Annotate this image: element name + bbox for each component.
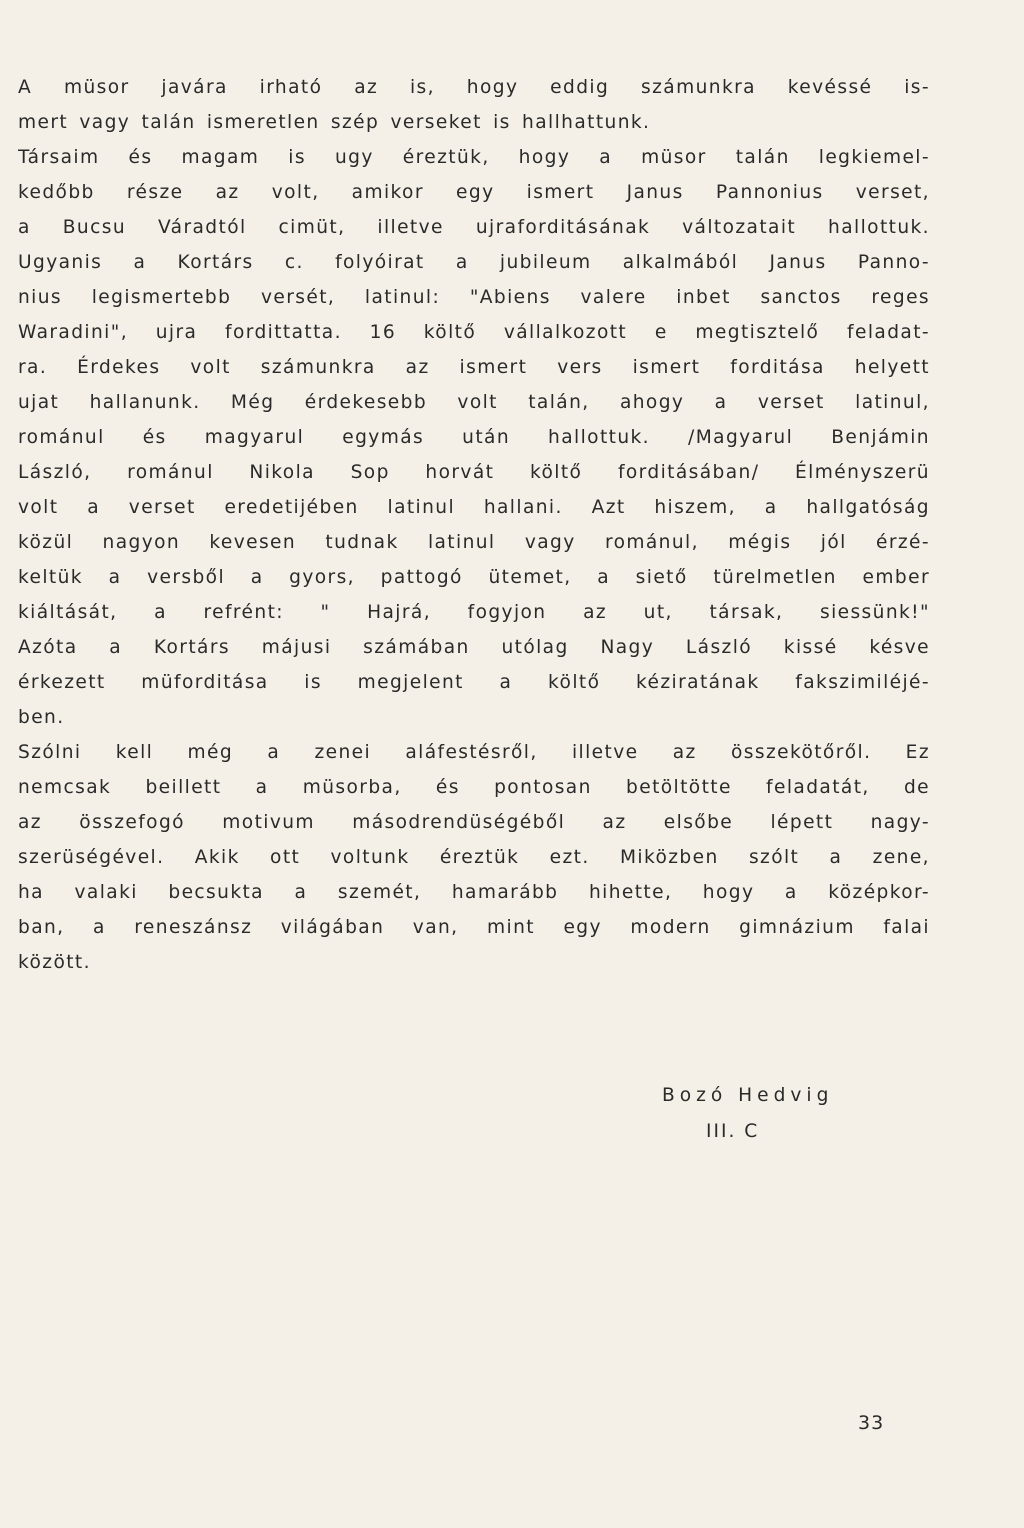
text-line: az összefogó motivum másodrendüségéből az elsőbe lépett nagy- (18, 812, 930, 833)
page-number: 33 (858, 1412, 885, 1434)
text-line: nius legismertebb versét, latinul: "Abiens valere inbet sanctos reges (18, 287, 930, 308)
text-line: szerüségével. Akik ott voltunk éreztük ezt. Miközben szólt a zene, (18, 847, 930, 868)
text-line: a Bucsu Váradtól cimüt, illetve ujraforditásának változatait hallottuk. (18, 217, 930, 238)
text-line: románul és magyarul egymás után hallottuk. /Magyarul Benjámin (18, 427, 930, 448)
text-line: mert vagy talán ismeretlen szép verseket is hallhattunk. (18, 112, 651, 133)
author-class: III. C (706, 1121, 760, 1142)
text-line: Szólni kell még a zenei aláfestésről, illetve az összekötőről. Ez (18, 742, 930, 763)
text-line: keltük a versből a gyors, pattogó ütemet, a siető türelmetlen ember (18, 567, 930, 588)
author-name: Bozó Hedvig (662, 1085, 834, 1106)
text-line: érkezett müforditása is megjelent a költő kéziratának fakszimiléjé- (18, 672, 930, 693)
text-line: Waradini", ujra fordittatta. 16 költő vállalkozott e megtisztelő feladat- (18, 322, 930, 343)
text-line: közül nagyon kevesen tudnak latinul vagy románul, mégis jól érzé- (18, 532, 930, 553)
text-line: volt a verset eredetijében latinul hallani. Azt hiszem, a hallgatóság (18, 497, 930, 518)
signature-block (640, 1080, 900, 1148)
text-line: ban, a reneszánsz világában van, mint egy modern gimnázium falai (18, 917, 930, 938)
text-line: ujat hallanunk. Még érdekesebb volt talán, ahogy a verset latinul, (18, 392, 930, 413)
text-line: László, románul Nikola Sop horvát költő forditásában/ Élményszerü (18, 462, 930, 483)
text-line: Ugyanis a Kortárs c. folyóirat a jubileum alkalmából Janus Panno- (18, 252, 930, 273)
text-line: kiáltását, a refrént: " Hajrá, fogyjon az ut, társak, siessünk!" (18, 602, 930, 623)
body-text (18, 70, 930, 980)
text-line: ra. Érdekes volt számunkra az ismert vers ismert forditása helyett (18, 357, 930, 378)
text-line: ha valaki becsukta a szemét, hamarább hihette, hogy a középkor- (18, 882, 930, 903)
text-line: A müsor javára irható az is, hogy eddig számunkra kevéssé is- (18, 77, 930, 98)
text-line: ben. (18, 707, 65, 728)
text-line: Azóta a Kortárs májusi számában utólag Nagy László kissé késve (18, 637, 930, 658)
text-line: nemcsak beillett a müsorba, és pontosan betöltötte feladatát, de (18, 777, 930, 798)
text-line: között. (18, 952, 91, 973)
text-line: Társaim és magam is ugy éreztük, hogy a müsor talán legkiemel- (18, 147, 930, 168)
text-line: kedőbb része az volt, amikor egy ismert Janus Pannonius verset, (18, 182, 930, 203)
